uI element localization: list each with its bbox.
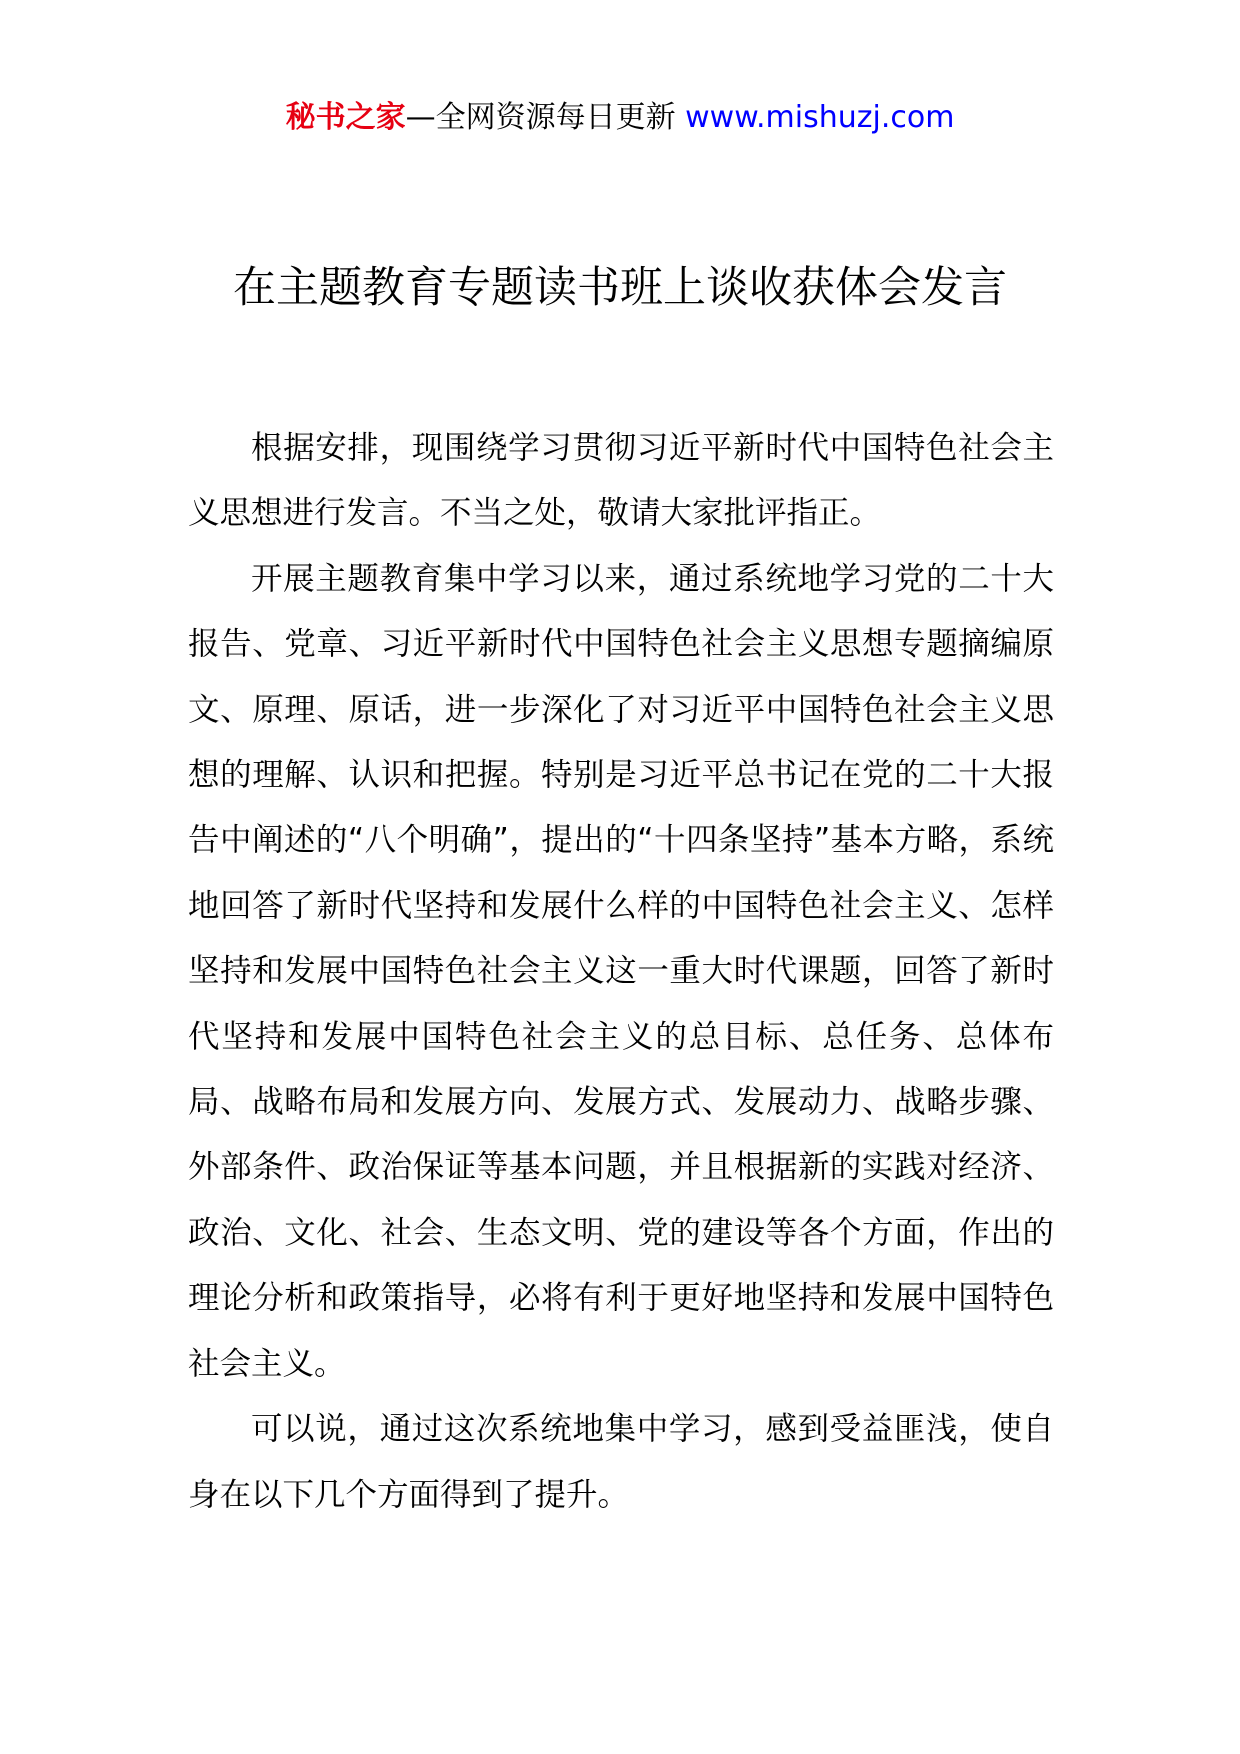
document-body xyxy=(188,416,1054,1528)
site-brand: 秘书之家 xyxy=(285,100,406,135)
site-tagline: —全网资源每日更新 xyxy=(405,100,686,135)
paragraph: 根据安排，现围绕学习贯彻习近平新时代中国特色社会主义思想进行发言。不当之处，敬请大家批评指正。 xyxy=(188,430,1054,532)
site-url-link[interactable]: www.mishuzj.com xyxy=(685,100,955,135)
site-header xyxy=(0,98,1240,138)
document-title: 在主题教育专题读书班上谈收获体会发言 xyxy=(233,263,1007,313)
paragraph: 开展主题教育集中学习以来，通过系统地学习党的二十大报告、党章、习近平新时代中国特色社会主义思想专题摘编原文、原理、原话，进一步深化了对习近平中国特色社会主义思想的理解、认识和把握。特别是习近平总书记在党的二十大报告中阐述的“八个明确”，提出的“十四条坚持”基本方略，系统地回答了新时代坚持和发展什么样的中国特色社会主义、怎样坚持和发展中国特色社会主义这一重大时代课题，回答了新时代坚持和发展中国特色社会主义的总目标、总任务、总体布局、战略布局和发展方向、发展方式、发展动力、战略步骤、外部条件、政治保证等基本问题，并且根据新的实践对经济、政治、文化、社会、生态文明、党的建设等各个方面，作出的理论分析和政策指导，必将有利于更好地坚持和发展中国特色社会主义。 xyxy=(188,560,1054,1382)
paragraph: 可以说，通过这次系统地集中学习，感到受益匪浅，使自身在以下几个方面得到了提升。 xyxy=(188,1411,1054,1513)
